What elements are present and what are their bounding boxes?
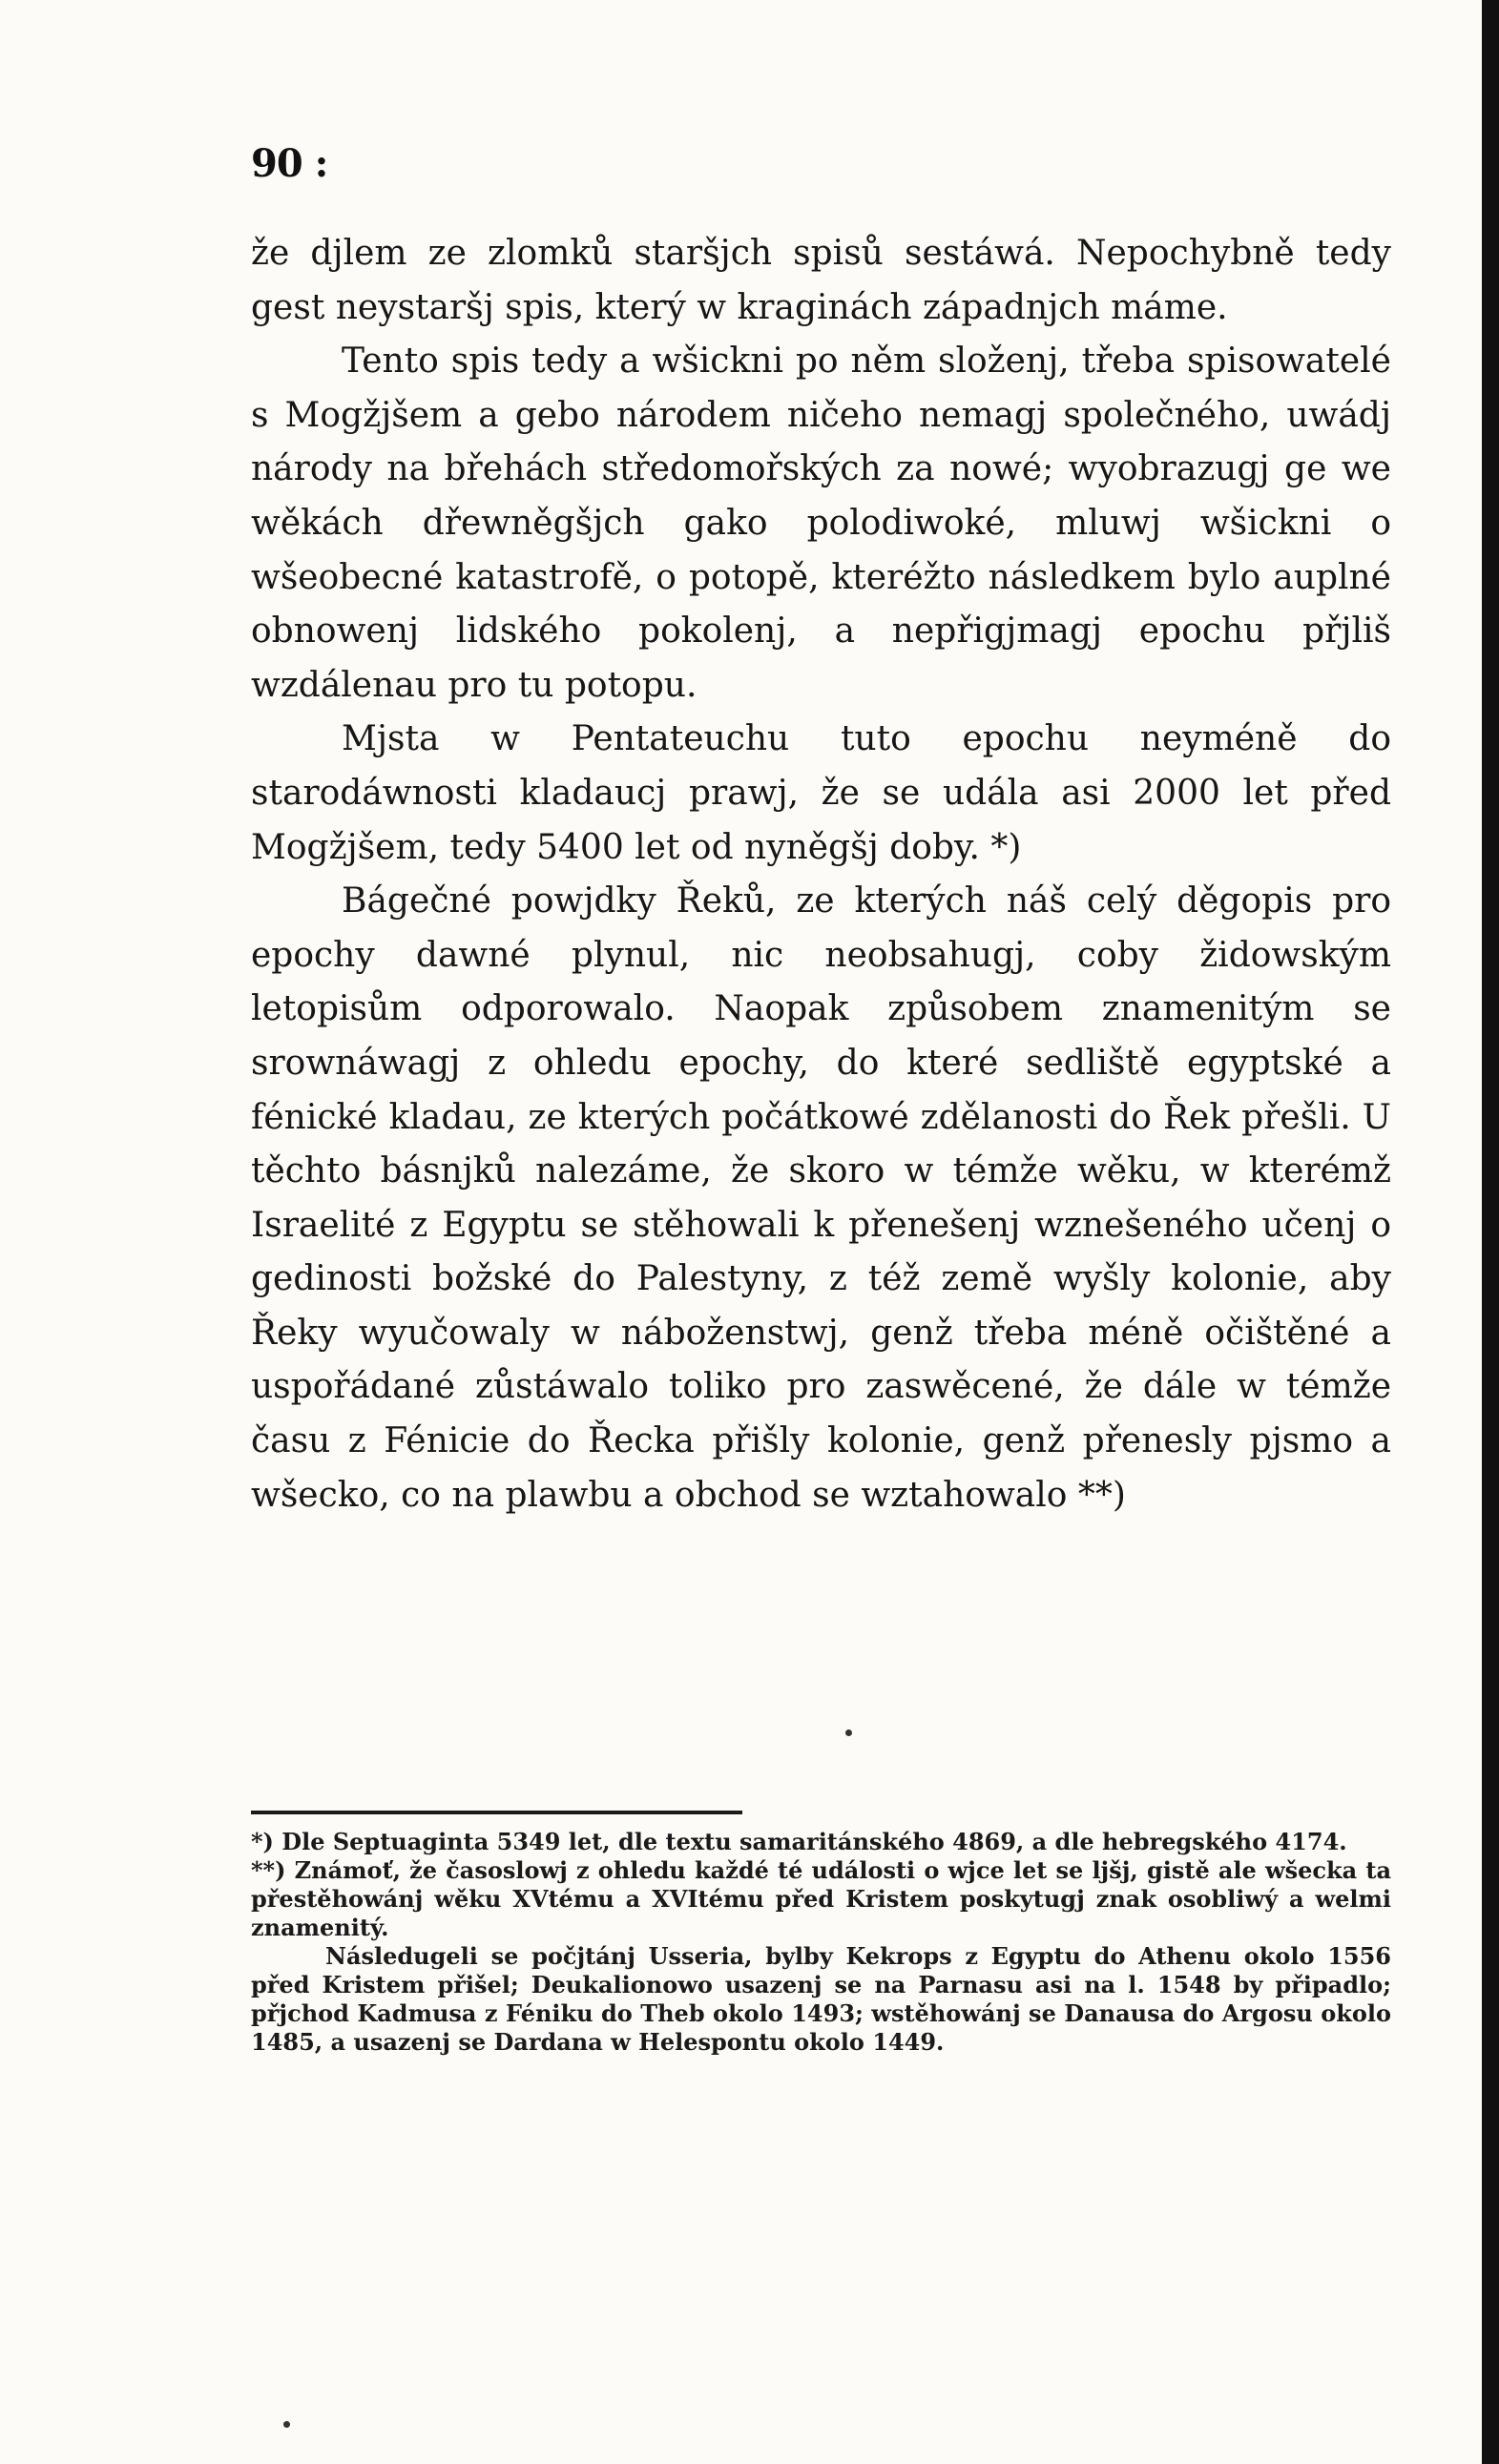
print-speck <box>845 1729 852 1736</box>
paragraph: Tento spis tedy a wšickni po něm složenj, třeba spisowatelé s Mogžjšem a gebo národem ničeho nemagj společného, uwádj národy na břehách středomořských za nowé; wyobrazugj ge we wěkách dřewněgšjch gako polodiwoké, mluwj wšickni o wšeobecné katastrofě, o potopě, kteréžto následkem bylo auplné obnowenj lidského pokolenj, a nepřigjmagj epochu přjliš wzdálenau pro tu potopu. <box>251 342 1391 705</box>
paragraph: Mjsta w Pentateuchu tuto epochu neyméně do starodáwnosti kladaucj prawj, že se udála asi 2000 let před Mogžjšem, tedy 5400 let od nyněgšj doby. *) <box>251 719 1391 867</box>
paragraph: Bágečné powjdky Řeků, ze kterých náš celý děgopis pro epochy dawné plynul, nic neobsahugj, coby židowským letopisům odporowalo. Naopak způsobem znamenitým se srownáwagj z ohledu epochy, do které sedliště egyptské a fénické kladau, ze kterých počátkowé zdělanosti do Řek přešli. U těchto básnjků nalezáme, že skoro w témže wěku, w kterémž Israelité z Egyptu se stěhowali k přenešenj wznešeného učenj o gedinosti božské do Palestyny, z též země wyšly kolonie, aby Řeky wyučowaly w náboženstwj, genž třeba méně očištěné a uspořádané zůstáwalo toliko pro zaswěcené, že dále w témže času z Fénicie do Řecka přišly kolonie, genž přenesly pjsmo a wšecko, co na plawbu a obchod se wztahowalo **) <box>251 881 1391 1515</box>
main-text <box>251 227 1391 1522</box>
footnote-divider <box>251 1811 742 1814</box>
footnote: Následugeli se počjtánj Usseria, bylby Kekrops z Egyptu do Athenu okolo 1556 před Kristem přišel; Deukalionowo usazenj se na Parnasu asi na l. 1548 by připadlo; přjchod Kadmusa z Féniku do Theb okolo 1493; wstěhowánj se Danausa do Argosu okolo 1485, a usazenj se Dardana w Helespontu okolo 1449. <box>251 1942 1391 2056</box>
paragraph: že djlem ze zlomků staršjch spisů sestáwá. Nepochybně tedy gest neystaršj spis, který w kraginách západnjch máme. <box>251 234 1391 327</box>
page-number: 90 : <box>251 141 328 186</box>
footnote: **) Známoť, že časoslowj z ohledu každé té události o wjce let se ljšj, gistě ale wšecka ta přestěhowánj wěku XVtému a XVItému před Kristem poskytugj znak osobliwý a welmi znamenitý. <box>251 1856 1391 1941</box>
print-speck <box>283 2421 290 2428</box>
footnotes <box>251 1828 1391 2057</box>
footnote: *) Dle Septuaginta 5349 let, dle textu samaritánského 4869, a dle hebregského 4174. <box>251 1828 1347 1855</box>
scan-border <box>1482 0 1499 2464</box>
